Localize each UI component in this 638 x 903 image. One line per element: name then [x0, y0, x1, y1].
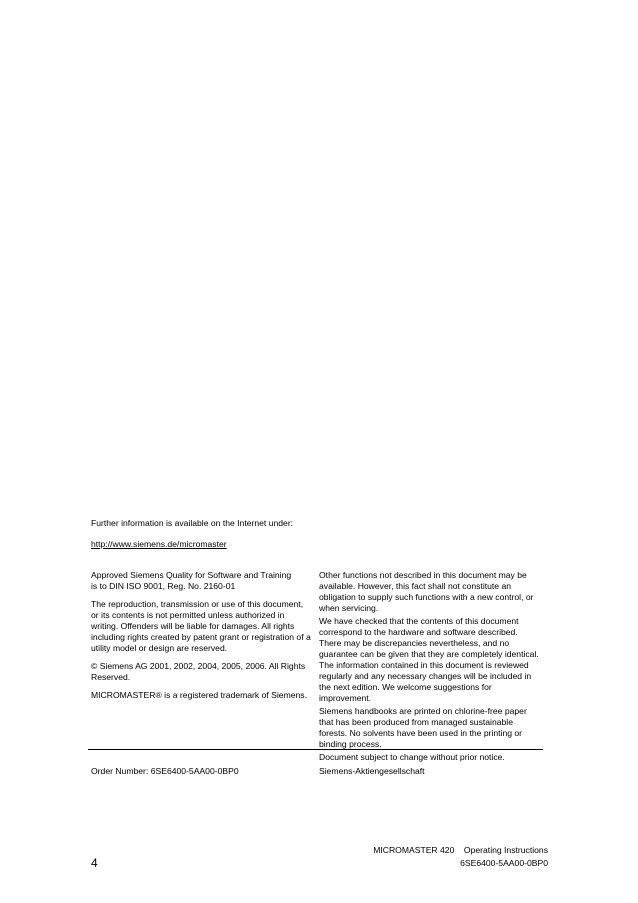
reproduction-notice: The reproduction, transmission or use of this document, or its contents is not permitted unless authorized in writing. Offenders will be liable for damages. All rights including rights created by patent grant or registration of a utility model or design are reserved.: [91, 599, 311, 653]
footer-block: [248, 844, 548, 870]
order-number: Order Number: 6SE6400-5AA00-0BP0: [91, 766, 239, 776]
trademark-notice: MICROMASTER® is a registered trademark of Siemens.: [91, 690, 307, 700]
company-name: Siemens-Aktiengesellschaft: [319, 766, 425, 776]
siemens-micromaster-link[interactable]: http://www.siemens.de/micromaster: [91, 539, 227, 549]
approved-quality-text: Approved Siemens Quality for Software and Training is to DIN ISO 9001, Reg. No. 2160-01: [91, 570, 292, 591]
other-functions-text: Other functions not described in this document may be available. However, this fact shall not constitute an obligation to supply such functions with a new control, or when servicing.: [319, 570, 534, 613]
page-number: 4: [91, 856, 98, 870]
section-divider: [88, 749, 543, 750]
copyright-notice: © Siemens AG 2001, 2002, 2004, 2005, 2006. All Rights Reserved.: [91, 661, 306, 682]
further-info-text: Further information is available on the Internet under:: [91, 518, 294, 528]
chlorine-free-paper-text: Siemens handbooks are printed on chlorine-free paper that has been produced from managed sustainable forests. No solvents have been used in the printing or binding process.: [319, 706, 527, 749]
subject-to-change-text: Document subject to change without prior notice.: [319, 752, 505, 762]
content-checked-text: We have checked that the contents of this document correspond to the hardware and software described. There may be discrepancies nevertheless, and no guarantee can be given that they are completely identical. The information contained in this document is reviewed regularly and any necessary changes will be included in the next edition. We welcome suggestions for improvement.: [319, 616, 539, 703]
manual-title: MICROMASTER 420 Operating Instructions: [373, 845, 548, 855]
document-number: 6SE6400-5AA00-0BP0: [460, 858, 548, 868]
right-column: [319, 570, 544, 763]
left-column: [91, 570, 316, 701]
